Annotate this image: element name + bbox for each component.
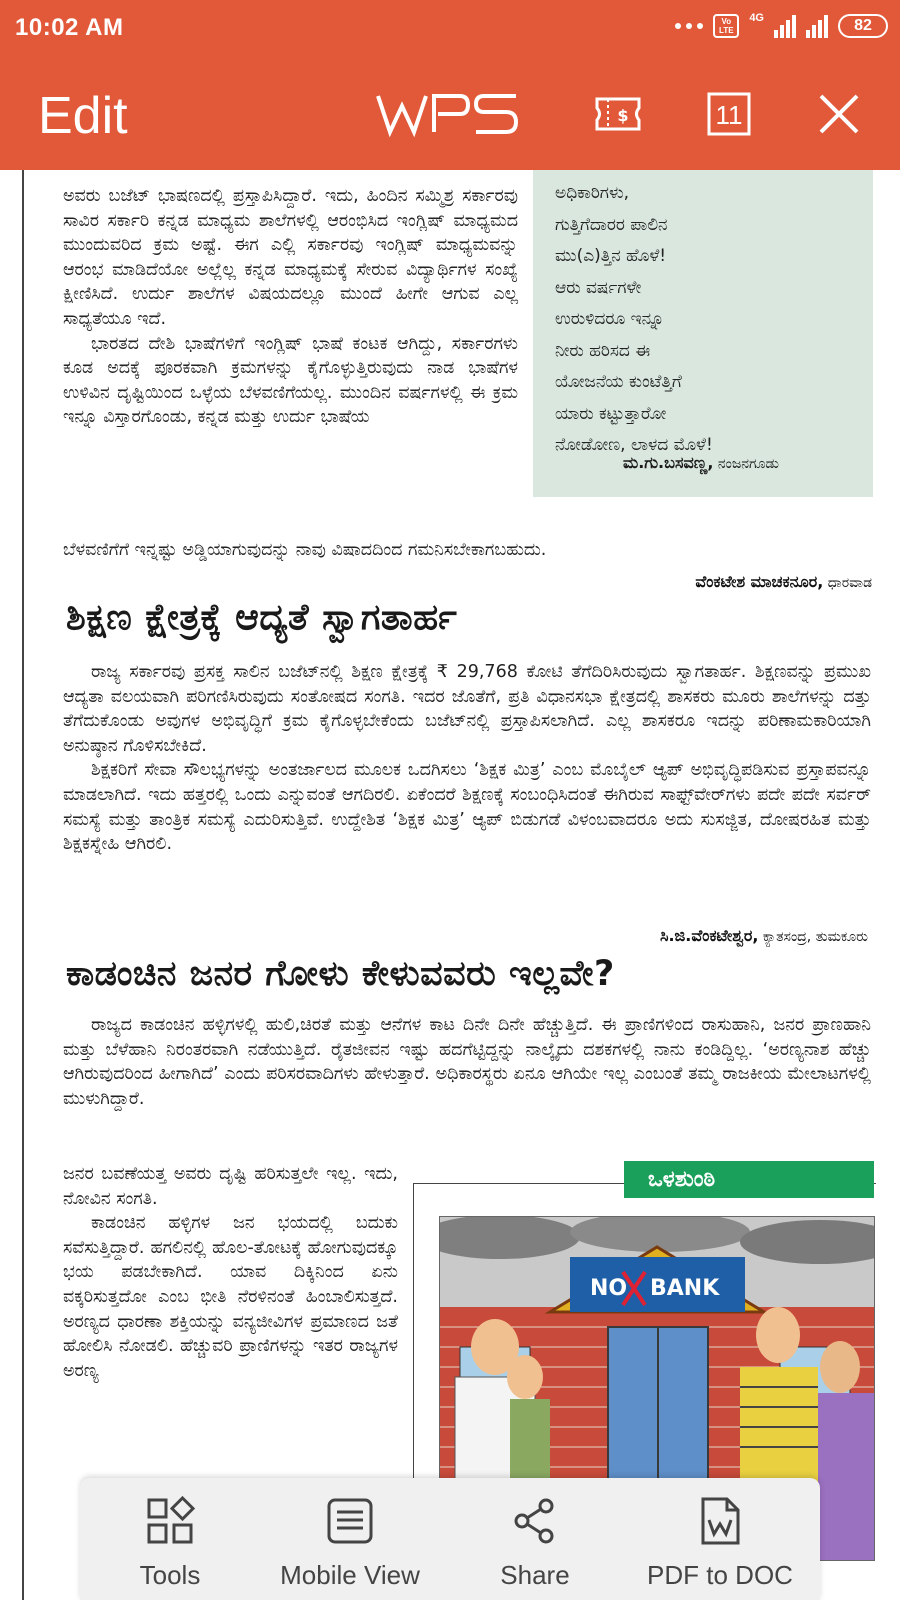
article1-para2: ಭಾರತದ ದೇಶಿ ಭಾಷೆಗಳಿಗೆ ಇಂಗ್ಲಿಷ್ ಭಾಷೆ ಕಂಟಕ ಆಗಿದ್ದು, ಸರ್ಕಾರಗಳು ಕೂಡ ಅದಕ್ಕೆ ಪೂರಕವಾಗಿ ಕ್ರಮಗಳನ್ನು ಕೈಗೊಳ್ಳುತ್ತಿರುವುದು ನಾಡ ಭಾಷೆಗಳ ಉಳಿವಿನ ದೃಷ್ಟಿಯಿಂದ ಒಳ್ಳೆಯ ಬೆಳವಣಿಗೆಯಲ್ಲ. ಮುಂದಿನ ವರ್ಷಗಳಲ್ಲಿ ಈ ಕ್ರಮ ಇನ್ನೂ ವಿಸ್ತಾರಗೊಂಡು, ಕನ್ನಡ ಮತ್ತು ಉರ್ದು ಭಾಷೆಯ (63, 333, 518, 428)
more-notifications-icon (675, 23, 703, 29)
battery-icon: 82 (838, 14, 888, 38)
status-bar (0, 0, 900, 62)
wps-logo (376, 92, 520, 138)
article1-para1: ಅವರು ಬಜೆಟ್ ಭಾಷಣದಲ್ಲಿ ಪ್ರಸ್ತಾಪಿಸಿದ್ದಾರೆ. ಇದು, ಹಿಂದಿನ ಸಮ್ಮಿಶ್ರ ಸರ್ಕಾರವು ಸಾವಿರ ಸರ್ಕಾರಿ ಕನ್ನಡ ಮಾಧ್ಯಮ ಶಾಲೆಗಳಲ್ಲಿ ಆರಂಭಿಸಿದ ಇಂಗ್ಲಿಷ್ ಮಾಧ್ಯಮದ ಮುಂದುವರಿದ ಕ್ರಮ ಅಷ್ಟೆ. ಈಗ ಎಲ್ಲಿ ಸರ್ಕಾರವು ಇಂಗ್ಲಿಷ್ ಮಾಧ್ಯಮವನ್ನು ಆರಂಭ ಮಾಡಿದೆಯೋ ಅಲ್ಲೆಲ್ಲ ಕನ್ನಡ ಮಾಧ್ಯಮಕ್ಕೆ ಸೇರುವ ವಿದ್ಯಾರ್ಥಿಗಳ ಸಂಖ್ಯೆ ಕ್ಷೀಣಿಸಿದೆ. ಉರ್ದು ಶಾಲೆಗಳ ವಿಷಯದಲ್ಲೂ ಮುಂದೆ ಹೀಗೇ ಆಗುವ ಎಲ್ಲ ಸಾಧ್ಯತೆಯೂ ಇದೆ. (63, 186, 518, 329)
article3-para2: ಜನರ ಬವಣೆಯತ್ತ ಅವರು ದೃಷ್ಟಿ ಹರಿಸುತ್ತಲೇ ಇಲ್ಲ. ಇದು, ನೋವಿನ ಸಂಗತಿ. (63, 1164, 398, 1209)
article2-author: ಸಿ.ಜಿ.ವೆಂಕಟೇಶ್ವರ, ಕ್ಯಾತಸಂದ್ರ, ತುಮಕೂರು (659, 926, 868, 945)
article1-text (63, 184, 518, 430)
article2-para1: ರಾಜ್ಯ ಸರ್ಕಾರವು ಪ್ರಸಕ್ತ ಸಾಲಿನ ಬಜೆಟ್‌ನಲ್ಲಿ ಶಿಕ್ಷಣ ಕ್ಷೇತ್ರಕ್ಕೆ ₹ 29,768 ಕೋಟಿ ತೆಗೆದಿರಿಸಿರುವುದು ಸ್ವಾಗತಾರ್ಹ. ಶಿಕ್ಷಣವನ್ನು ಪ್ರಮುಖ ಆದ್ಯತಾ ವಲಯವಾಗಿ ಪರಿಗಣಿಸಿರುವುದು ಸಂತೋಷದ ಸಂಗತಿ. ಇದರ ಜೊತೆಗೆ, ಪ್ರತಿ ವಿಧಾನಸಭಾ ಕ್ಷೇತ್ರದಲ್ಲಿ ಶಾಸಕರು ಮೂರು ಶಾಲೆಗಳನ್ನು ದತ್ತು ತೆಗೆದುಕೊಂಡು ಅವುಗಳ ಅಭಿವೃದ್ಧಿಗೆ ಕ್ರಮ ಕೈಗೊಳ್ಳಬೇಕೆಂದು ಬಜೆಟ್‌ನಲ್ಲಿ ಪ್ರಸ್ತಾಪಿಸಲಾಗಿದೆ. ಎಲ್ಲ ಶಾಸಕರೂ ಇದನ್ನು ಪರಿಣಾಮಕಾರಿಯಾಗಿ ಅನುಷ್ಠಾನ ಗೊಳಿಸಬೇಕಿದೆ. (63, 662, 871, 756)
bottom-toolbar (80, 1478, 820, 1600)
poem-line: ಯೋಜನೆಯ ಕುಂಟೆತ್ತಿಗೆ (555, 372, 682, 392)
pdf-to-doc-button[interactable] (635, 1478, 805, 1600)
toolbar-top (0, 62, 900, 170)
mobile-view-icon (325, 1496, 375, 1546)
article3-para1: ರಾಜ್ಯದ ಕಾಡಂಚಿನ ಹಳ್ಳಿಗಳಲ್ಲಿ ಹುಲಿ,ಚಿರತೆ ಮತ್ತು ಆನೆಗಳ ಕಾಟ ದಿನೇ ದಿನೇ ಹೆಚ್ಚುತ್ತಿದೆ. ಈ ಪ್ರಾಣಿಗಳಿಂದ ರಾಸುಹಾನಿ, ಜನರ ಪ್ರಾಣಹಾನಿ ಮತ್ತು ಬೆಳೆಹಾನಿ ನಿರಂತರವಾಗಿ ನಡೆಯುತ್ತಿದೆ. ರೈತಜೀವನ ಇಷ್ಟು ಹದಗೆಟ್ಟಿದ್ದನ್ನು ನಾಲ್ಕೈದು ದಶಕಗಳಲ್ಲಿ ನಾನು ಕಂಡಿದ್ದಿಲ್ಲ. ‘ಅರಣ್ಯನಾಶ ಹೆಚ್ಚು ಆಗಿರುವುದರಿಂದ ಹೀಗಾಗಿದೆ’ ಎಂದು ಪರಿಸರವಾದಿಗಳು ಹೇಳುತ್ತಾರೆ. ಅಧಿಕಾರಸ್ಥರು ಏನೂ ಆಗಿಯೇ ಇಲ್ಲ ಎಂಬಂತೆ ತಮ್ಮ ರಾಜಕೀಯ ಮೇಲಾಟಗಳಲ್ಲಿ ಮುಳುಗಿದ್ದಾರೆ. (63, 1015, 871, 1109)
poem-line: ಗುತ್ತಿಗೆದಾರರ ಪಾಲಿನ (555, 214, 668, 235)
article2-title: ಶಿಕ್ಷಣ ಕ್ಷೇತ್ರಕ್ಕೆ ಆದ್ಯತೆ ಸ್ವಾಗತಾರ್ಹ (66, 597, 458, 638)
section-tag: ಒಳಶುಂಠಿ (624, 1161, 874, 1198)
share-icon (510, 1496, 560, 1546)
share-label: Share (500, 1560, 570, 1590)
share-button[interactable] (480, 1478, 590, 1600)
poem-line: ಉರುಳಿದರೂ ಇನ್ನೂ (555, 309, 665, 329)
network-type: 4G (749, 12, 764, 24)
pdf-to-doc-label: PDF to DOC (647, 1560, 793, 1590)
tools-label: Tools (139, 1560, 201, 1590)
article3-col (63, 1162, 398, 1383)
svg-text:$: $ (617, 106, 629, 125)
page-margin-line (22, 170, 24, 1600)
cartoon-sign-no: NO (590, 1276, 628, 1301)
mobile-view-label: Mobile View (280, 1560, 420, 1590)
poem-line: ನೋಡೋಣ, ಲಾಳದ ಮೊಳೆ! (555, 435, 713, 455)
poem-lines (555, 178, 713, 462)
article1-tail: ಬೆಳವಣಿಗೆಗೆ ಇನ್ನಷ್ಟು ಅಡ್ಡಿಯಾಗುವುದನ್ನು ನಾವು ವಿಷಾದದಿಂದ ಗಮನಿಸಬೇಕಾಗಬಹುದು. (63, 540, 547, 560)
article3-para3: ಕಾಡಂಚಿನ ಹಳ್ಳಿಗಳ ಜನ ಭಯದಲ್ಲಿ ಬದುಕು ಸವೆಸುತ್ತಿದ್ದಾರೆ. ಹಗಲಿನಲ್ಲಿ ಹೊಲ-ತೋಟಕ್ಕೆ ಹೋಗುವುದಕ್ಕೂ ಭಯ ಪಡಬೇಕಾಗಿದೆ. ಯಾವ ದಿಕ್ಕಿನಿಂದ ಏನು ವಕ್ಕರಿಸುತ್ತದೋ ಎಂಬ ಭೀತಿ ನೆರಳಿನಂತೆ ಹಿಂಬಾಲಿಸುತ್ತದೆ. ಅರಣ್ಯದ ಧಾರಣಾ ಶಕ್ತಿಯನ್ನು ವನ್ಯಜೀವಿಗಳ ಪ್ರಮಾಣದ ಜತೆ ಹೋಲಿಸಿ ನೋಡಲಿ. ಹೆಚ್ಚುವರಿ ಪ್ರಾಣಿಗಳನ್ನು ಇತರ ರಾಜ್ಯಗಳ ಅರಣ್ಯ (63, 1213, 398, 1381)
poem-line: ಯಾರು ಕಟ್ಟುತ್ತಾರೋ (555, 403, 667, 424)
poem-author: ಮ.ಗು.ಬಸವಣ್ಣ, ನಂಜನಗೂಡು (623, 453, 779, 472)
page-count: 11 (715, 100, 743, 130)
poem-line: ಅಧಿಕಾರಿಗಳು, (555, 183, 630, 203)
tools-button[interactable] (110, 1478, 230, 1600)
poem-box (533, 170, 873, 497)
tools-icon (145, 1496, 195, 1546)
article3-title: ಕಾಡಂಚಿನ ಜನರ ಗೋಳು ಕೇಳುವವರು ಇಲ್ಲವೇ? (66, 954, 615, 994)
status-icons (675, 14, 888, 38)
poem-line: ಆರು ವರ್ಷಗಳೇ (555, 277, 642, 298)
poem-line: ನೀರು ಹರಿಸದ ಈ (555, 340, 651, 361)
volte-icon: Vo LTE (713, 14, 739, 38)
mobile-view-button[interactable] (270, 1478, 430, 1600)
status-time: 10:02 AM (15, 14, 124, 41)
signal-icon-2 (806, 14, 828, 38)
signal-icon (774, 14, 796, 38)
close-icon[interactable] (815, 90, 863, 138)
poem-line: ಮು(ಎ)ತ್ತಿನ ಹೊಳೆ! (555, 246, 667, 266)
edit-button[interactable]: Edit (38, 87, 128, 145)
ticket-icon[interactable] (594, 90, 642, 138)
cartoon-sign-bank: BANK (650, 1276, 720, 1301)
article2-para2: ಶಿಕ್ಷಕರಿಗೆ ಸೇವಾ ಸೌಲಭ್ಯಗಳನ್ನು ಅಂತರ್ಜಾಲದ ಮೂಲಕ ಒದಗಿಸಲು ‘ಶಿಕ್ಷಕ ಮಿತ್ರ’ ಎಂಬ ಮೊಬೈಲ್ ಆ್ಯಪ್ ಅಭಿವೃದ್ಧಿಪಡಿಸುವ ಪ್ರಸ್ತಾಪವನ್ನೂ ಮಾಡಲಾಗಿದೆ. ಇದು ಹತ್ತರಲ್ಲಿ ಒಂದು ಎನ್ನುವಂತೆ ಆಗದಿರಲಿ. ಏಕೆಂದರೆ ಶಿಕ್ಷಣಕ್ಕೆ ಸಂಬಂಧಿಸಿದಂತೆ ಈಗಿರುವ ಸಾಫ್ಟ್‌ವೇರ್‌ಗಳು ಪದೇ ಪದೇ ಸರ್ವರ್ ಸಮಸ್ಯೆ ಮತ್ತು ತಾಂತ್ರಿಕ ಸಮಸ್ಯೆ ಎದುರಿಸುತ್ತಿವೆ. ಉದ್ದೇಶಿತ ‘ಶಿಕ್ಷಕ ಮಿತ್ರ’ ಆ್ಯಪ್ ಬಿಡುಗಡೆ ವಿಳಂಬವಾದರೂ ಅದು ಸುಸಜ್ಜಿತ, ದೋಷರಹಿತ ಮತ್ತು ಶಿಕ್ಷಕಸ್ನೇಹಿ ಆಗಿರಲಿ. (63, 760, 871, 855)
article1-author: ವೆಂಕಟೇಶ ಮಾಚಕನೂರ, ಧಾರವಾಡ (695, 572, 872, 591)
pdf-to-doc-icon (695, 1496, 745, 1546)
article2-text (63, 660, 871, 857)
app-header (0, 0, 900, 170)
